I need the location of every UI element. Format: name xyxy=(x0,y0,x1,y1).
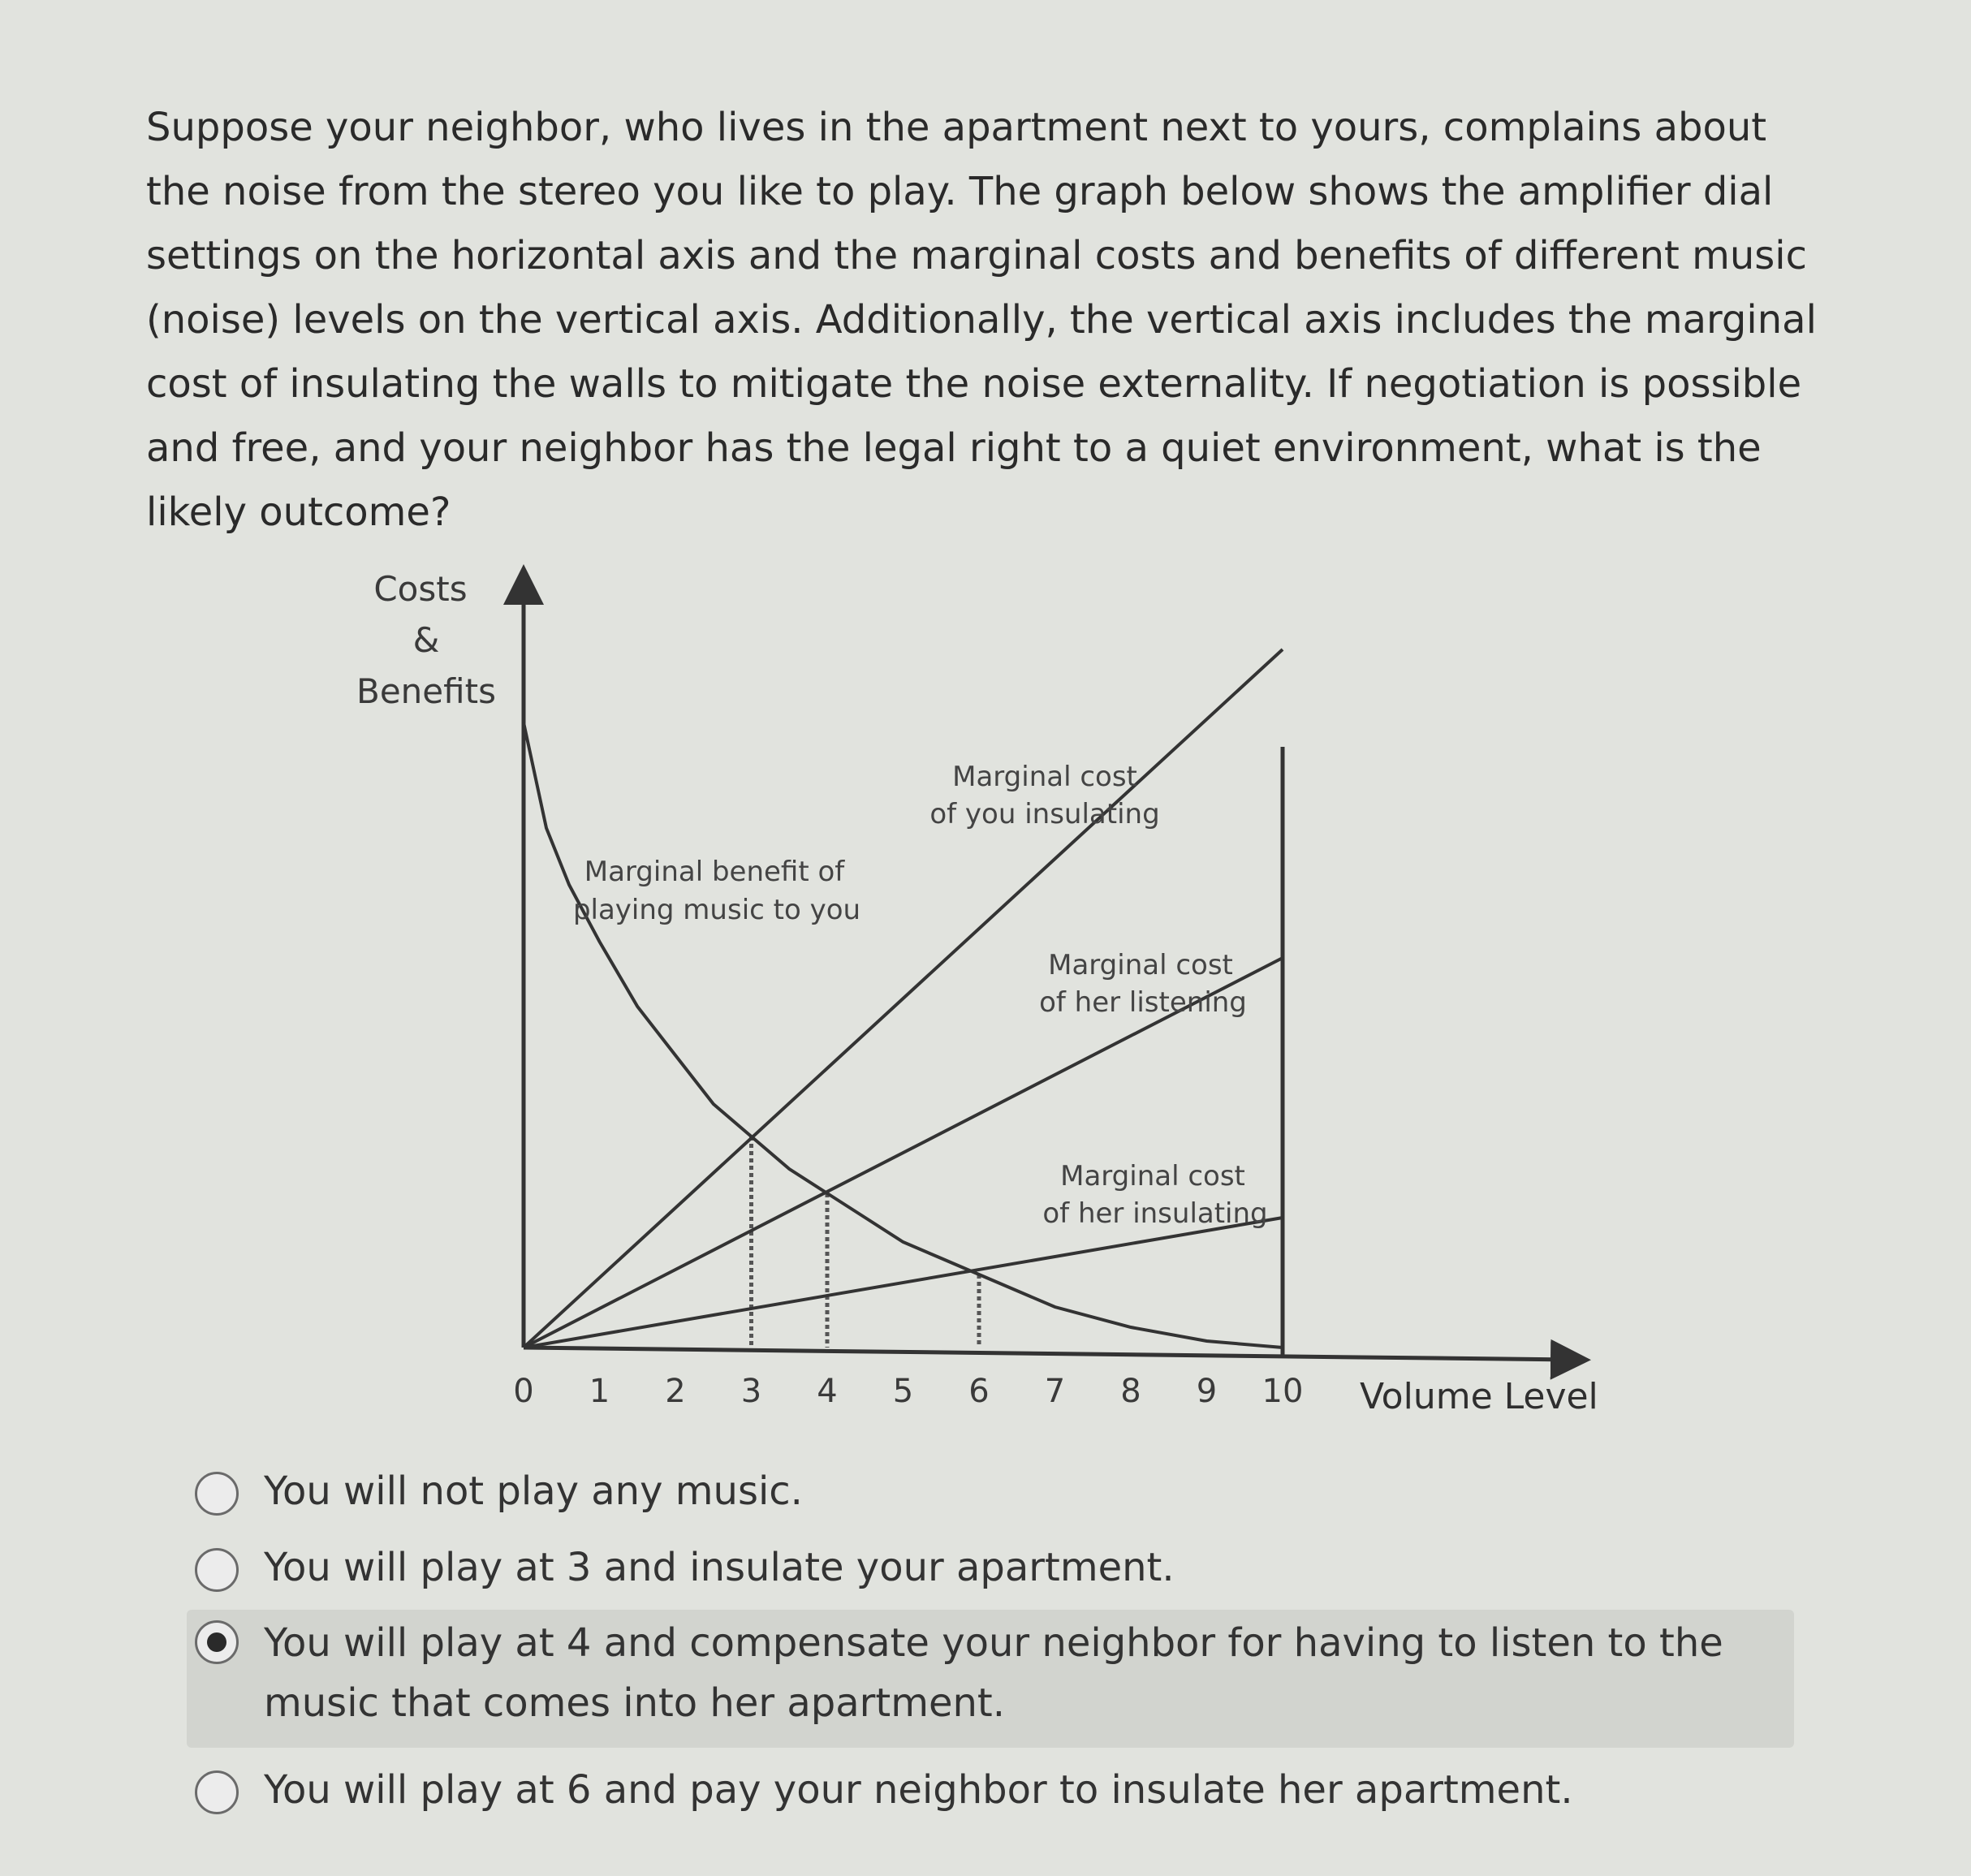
option-play-4-compensate[interactable] xyxy=(187,1610,1794,1748)
marginal-cost-her-insulating-line xyxy=(524,1218,1283,1348)
x-tick-label: 2 xyxy=(665,1373,686,1410)
x-axis-label: Volume Level xyxy=(1360,1376,1598,1417)
radio-button-selected[interactable] xyxy=(195,1620,239,1664)
x-tick-label: 8 xyxy=(1120,1373,1141,1410)
x-tick-label: 10 xyxy=(1262,1373,1304,1410)
radio-button[interactable] xyxy=(195,1472,239,1516)
option-play-3-insulate[interactable] xyxy=(187,1537,1794,1598)
label-marginal-benefit-line-1: Marginal benefit of xyxy=(584,856,845,888)
marginal-benefit-curve xyxy=(524,722,1283,1348)
label-her-insulating-line-2: of her insulating xyxy=(1042,1197,1268,1230)
x-tick-label: 6 xyxy=(968,1373,990,1410)
x-tick-label: 0 xyxy=(513,1373,534,1410)
x-tick-label: 3 xyxy=(740,1373,762,1410)
option-not-play[interactable] xyxy=(187,1461,1794,1521)
label-her-insulating-line-1: Marginal cost xyxy=(1060,1160,1245,1192)
option-label: You will play at 3 and insulate your apartment. xyxy=(264,1545,1175,1590)
label-her-listening-line-1: Marginal cost xyxy=(1048,949,1233,981)
y-axis-label-line-1: Costs xyxy=(373,569,468,609)
option-play-6-pay-insulate[interactable] xyxy=(187,1760,1794,1820)
answer-options xyxy=(187,1461,1794,1820)
x-tick-label: 1 xyxy=(589,1373,610,1410)
radio-button[interactable] xyxy=(195,1770,239,1814)
option-label: You will play at 6 and pay your neighbor to insulate her apartment. xyxy=(264,1767,1573,1813)
radio-button[interactable] xyxy=(195,1548,239,1592)
option-label: You will play at 4 and compensate your neighbor for having to listen to the music that comes into her apartment. xyxy=(264,1620,1723,1726)
y-axis-label-line-2: & xyxy=(412,620,440,660)
x-tick-label: 7 xyxy=(1044,1373,1066,1410)
label-you-insulating-line-2: of you insulating xyxy=(929,798,1160,830)
x-axis xyxy=(524,1348,1571,1360)
label-her-listening-line-2: of her listening xyxy=(1039,986,1247,1019)
x-tick-label: 4 xyxy=(817,1373,838,1410)
label-marginal-benefit-line-2: playing music to you xyxy=(572,894,861,926)
y-axis-label-line-3: Benefits xyxy=(356,671,496,711)
label-you-insulating-line-1: Marginal cost xyxy=(952,761,1137,793)
question-text: Suppose your neighbor, who lives in the apartment next to yours, complains about the noise from the stereo you like to play. The graph below shows the amplifier dial settings on the horizontal axis and the marginal costs and benefits of different music (noise) levels on the vertical axis. Additionally, the vertical axis includes the marginal cost of insulating the walls to mitigate the noise externality. If negotiation is possible and free, and your neighbor has the legal right to a quiet environment, what is the likely outcome? xyxy=(146,105,1817,535)
option-label: You will not play any music. xyxy=(264,1468,803,1514)
x-tick-label: 5 xyxy=(892,1373,914,1410)
x-tick-label: 9 xyxy=(1196,1373,1218,1410)
